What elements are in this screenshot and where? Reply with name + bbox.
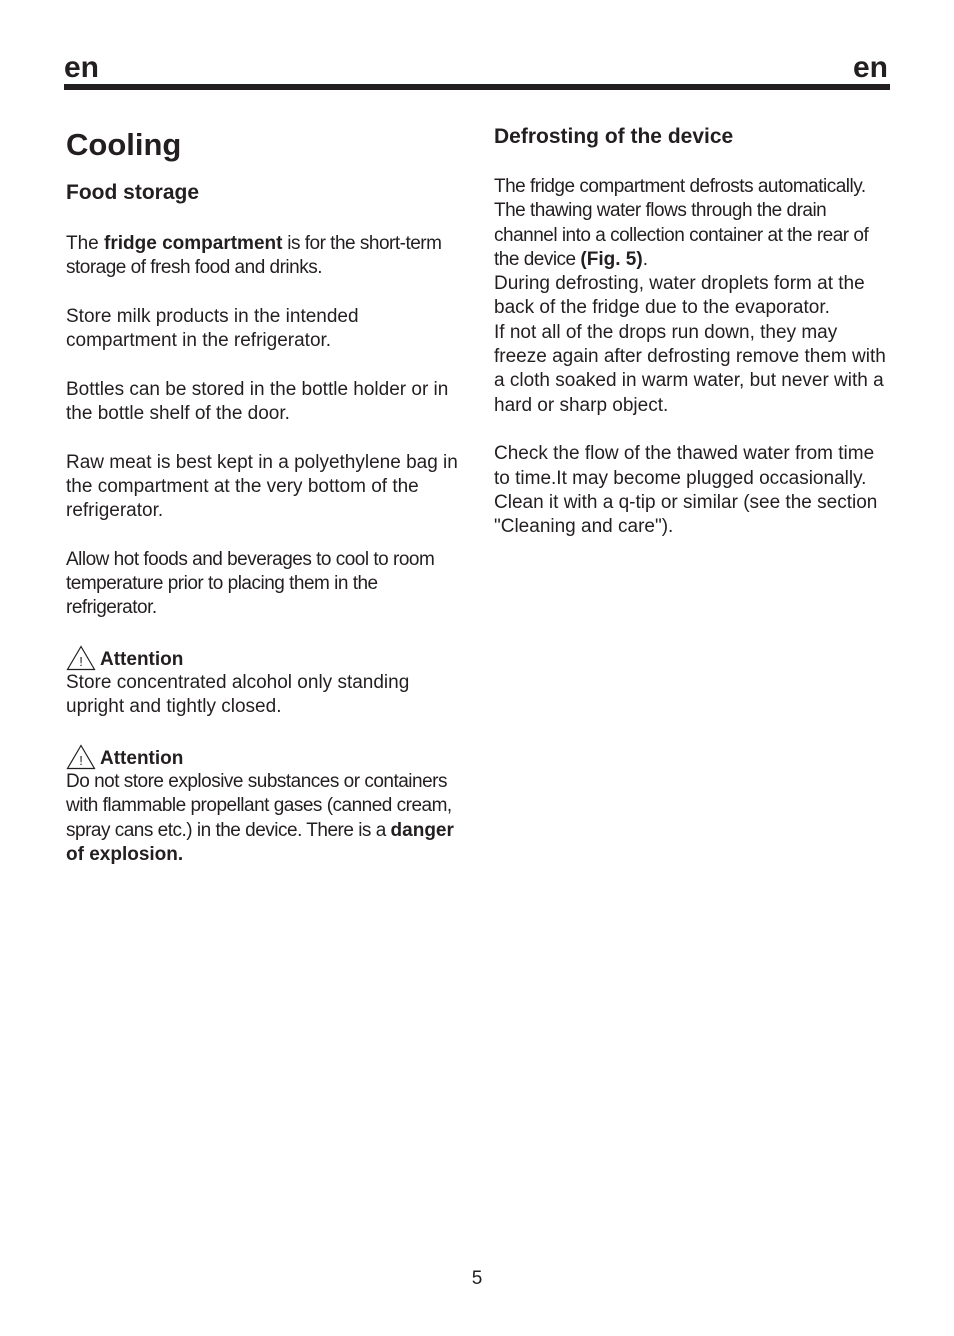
danger-of-explosion-bold: danger of explosion. (66, 819, 454, 865)
paragraph-bottles: Bottles can be stored in the bottle holder or in the bottle shelf of the door. (66, 378, 449, 425)
language-code-left: en (64, 51, 100, 84)
attention-block-alcohol (66, 645, 466, 720)
fig-5-reference: (Fig. 5) (580, 248, 643, 270)
paragraph-hot-foods: Allow hot foods and beverages to cool to room temperature prior to placing them in the refrigerator. (66, 548, 435, 619)
paragraph-check-flow: Check the flow of the thawed water from time to time.It may become plugged occasionally. Clean it with a q-tip or similar (see the section "Cleaning and care"). (494, 443, 878, 538)
attention-label: Attention (100, 649, 184, 671)
paragraph-droplets: During defrosting, water droplets form at the back of the fridge due to the evaporator. (494, 273, 865, 319)
warning-triangle-icon (66, 645, 96, 671)
section-title: Cooling (66, 127, 182, 162)
attention-label: Attention (100, 747, 184, 769)
paragraph-milk-products: Store milk products in the intended compartment in the refrigerator. (66, 305, 359, 352)
svg-text:!: ! (79, 654, 83, 670)
fridge-compartment-bold: fridge compartment (104, 233, 283, 254)
warning-triangle-icon (66, 744, 96, 770)
food-storage-heading: Food storage (66, 181, 200, 204)
paragraph-defrost-auto: The fridge compartment defrosts automatically. The thawing water flows through the drain channel into a collection container at the rear of the device (Fig. 5). (494, 176, 869, 270)
right-column (494, 118, 894, 564)
left-column (66, 118, 466, 867)
paragraph-raw-meat: Raw meat is best kept in a polyethylene bag in the compartment at the very bottom of the refrigerator. (66, 451, 458, 522)
language-code-right: en (852, 51, 888, 84)
header-rule (64, 84, 890, 90)
svg-text:!: ! (79, 752, 83, 768)
page-number: 5 (471, 1268, 483, 1289)
paragraph-drops-freeze: If not all of the drops run down, they may freeze again after defrosting remove them with a cloth soaked in warm water, but never with a hard or sharp object. (494, 321, 886, 416)
attention-text-alcohol: Store concentrated alcohol only standing upright and tightly closed. (66, 672, 410, 718)
defrosting-heading: Defrosting of the device (494, 125, 734, 148)
attention-text-explosion: Do not store explosive substances or containers with flammable propellant gases (canned cream, spray cans etc.) in the device. There is a danger of explosion. (66, 770, 454, 865)
attention-block-explosion (66, 744, 466, 867)
paragraph-fridge-compartment: The fridge compartment is for the short-term storage of fresh food and drinks. (66, 233, 442, 279)
